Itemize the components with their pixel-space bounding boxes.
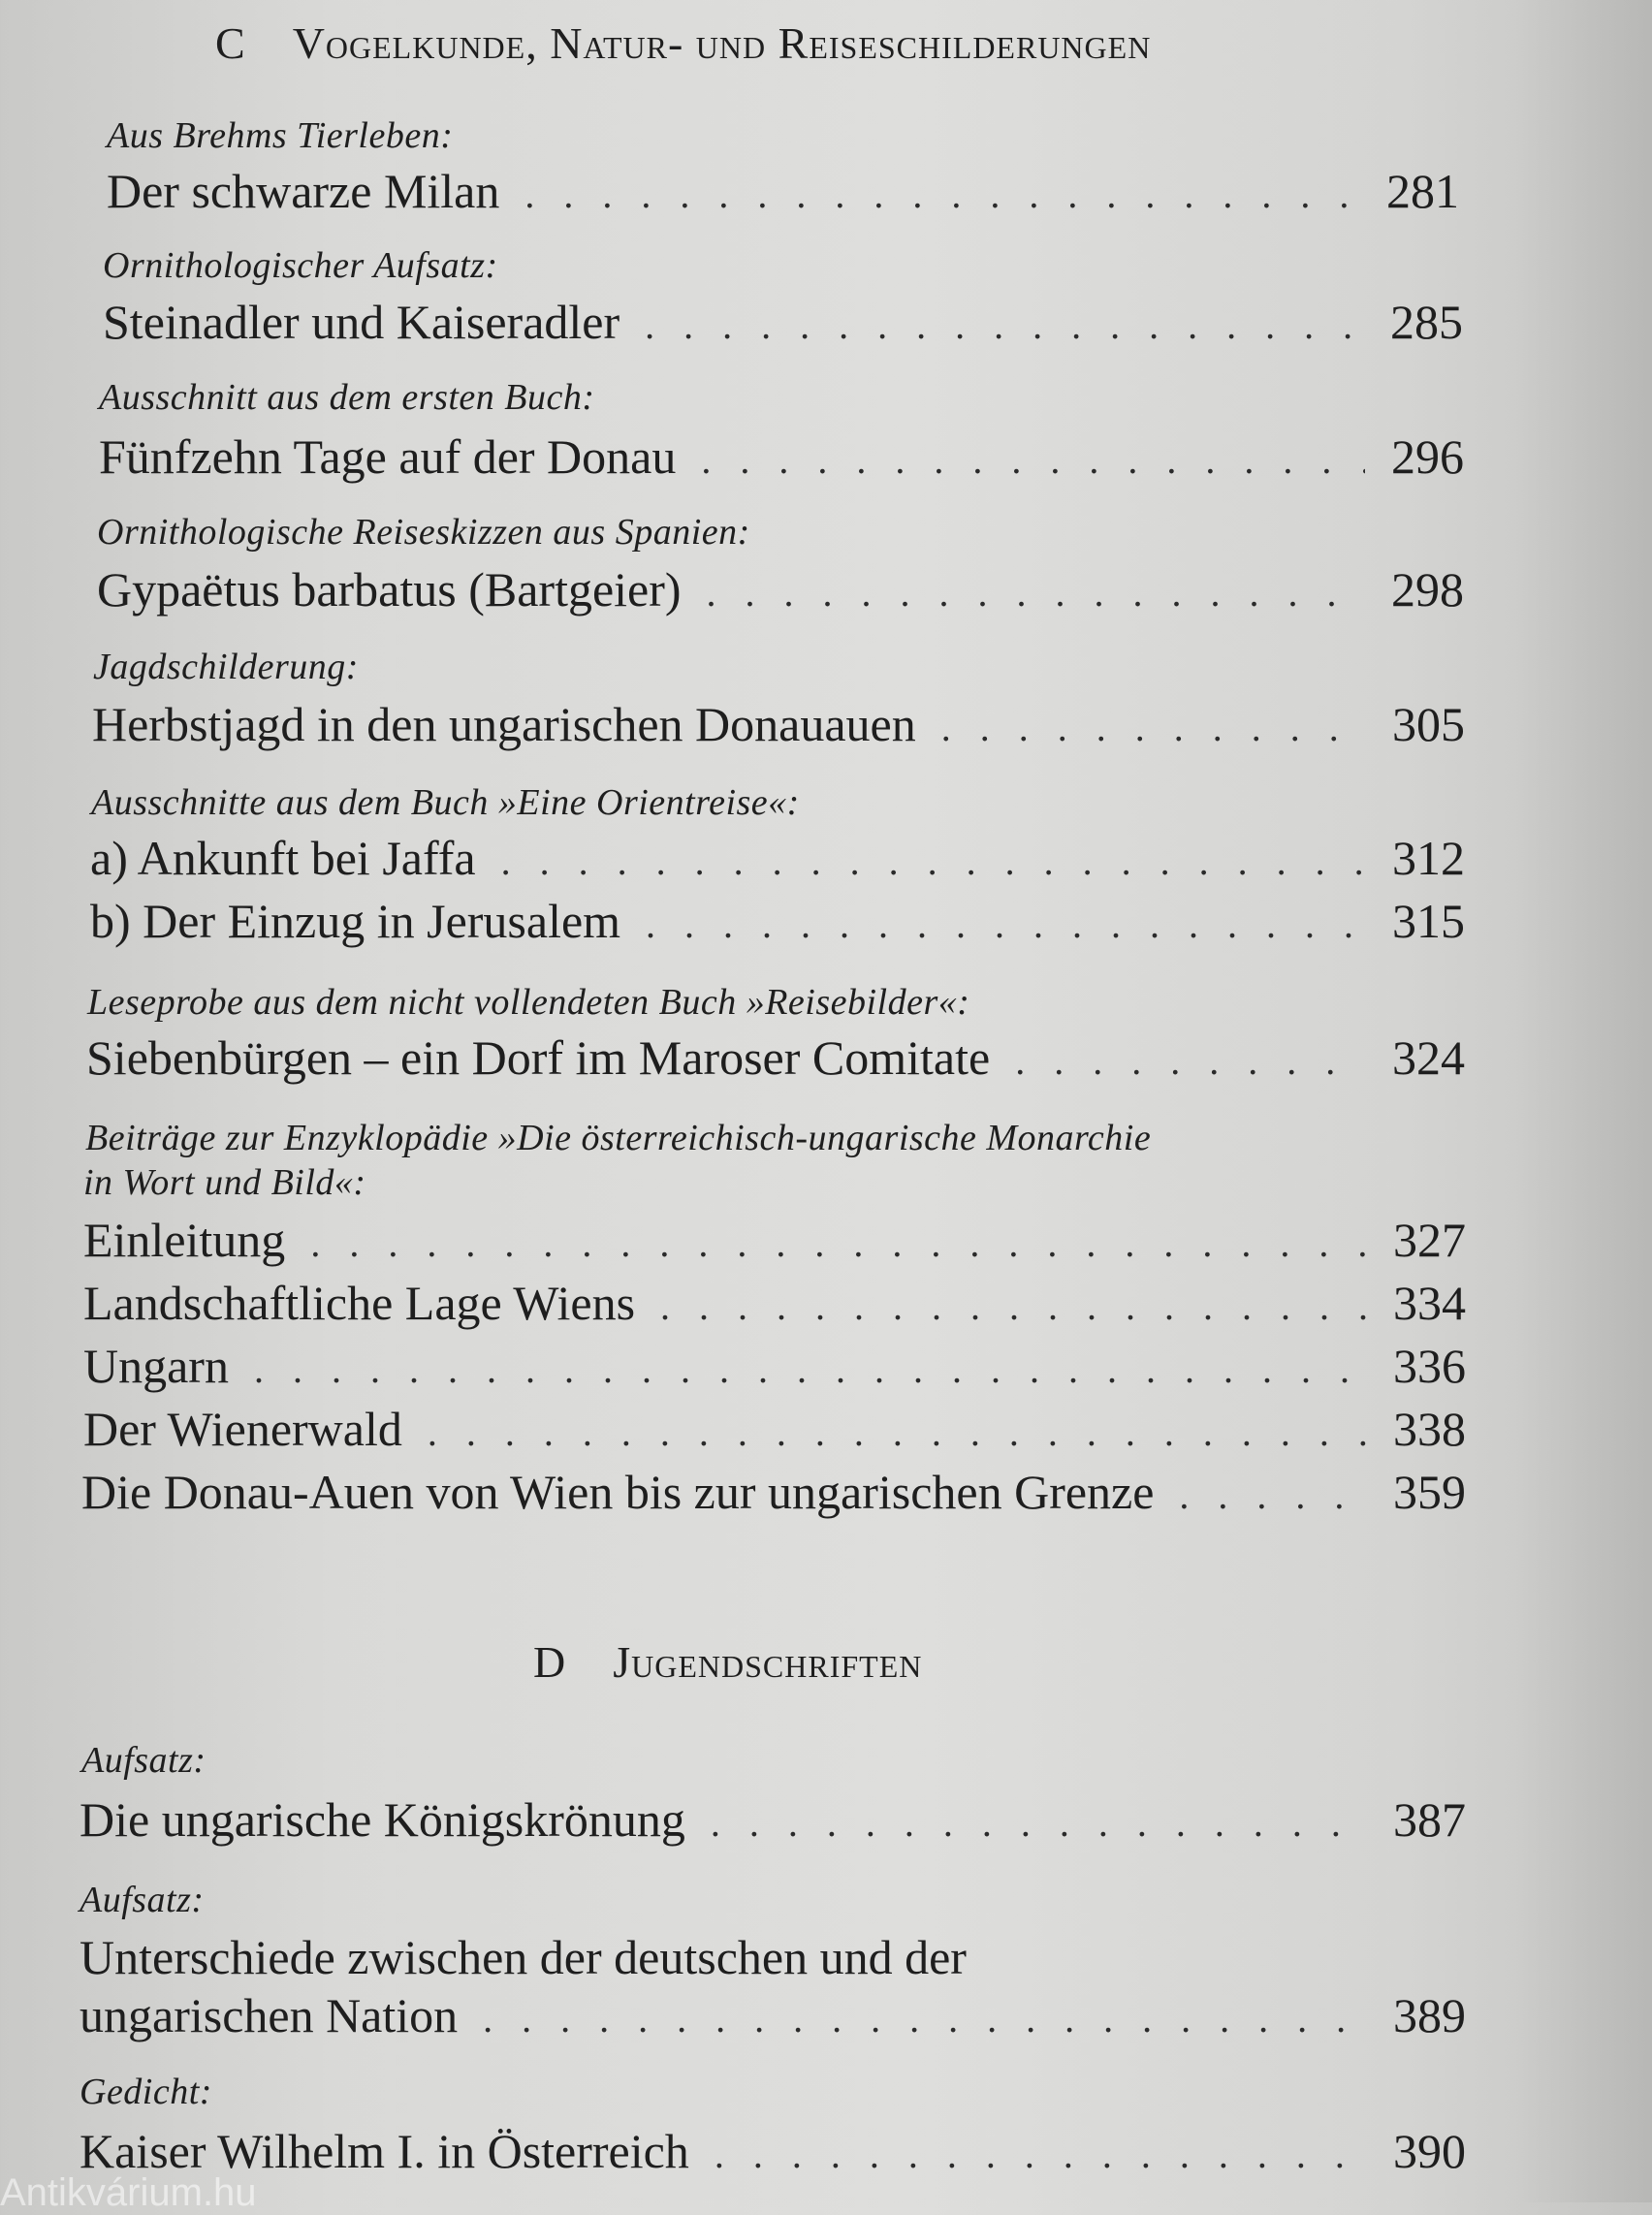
toc-entry[interactable] <box>86 1029 1465 1086</box>
page-number: 390 <box>1393 2124 1466 2178</box>
page-number: 327 <box>1393 1213 1466 1267</box>
section-title: Jugendschriften <box>613 1637 923 1687</box>
leader-dots <box>701 437 1365 483</box>
section-title: Vogelkunde, Natur- und Reiseschilderungen <box>292 18 1152 68</box>
watermark: Antikvárium.hu <box>0 2171 257 2214</box>
page-number: 359 <box>1393 1465 1466 1519</box>
leader-dots <box>1015 1038 1366 1084</box>
leader-dots <box>715 2132 1367 2177</box>
toc-entry[interactable] <box>83 1212 1466 1268</box>
leader-dots <box>310 1220 1367 1266</box>
entry-intro: Gedicht: <box>79 2072 212 2112</box>
entry-title-first-line: Unterschiede zwischen der deutschen und der <box>79 1930 967 1984</box>
entry-intro: Leseprobe aus dem nicht vollendeten Buch »Reisebilder«: <box>87 982 970 1023</box>
toc-entry[interactable] <box>92 696 1465 752</box>
entry-intro: Ornithologische Reiseskizzen aus Spanien: <box>97 512 750 553</box>
entry-intro: Aufsatz: <box>81 1740 206 1781</box>
section-heading-d <box>533 1636 922 1688</box>
page-number: 389 <box>1393 1988 1466 2042</box>
entry-title: Der schwarze Milan <box>107 164 500 218</box>
entry-title: b) Der Einzug in Jerusalem <box>90 894 621 948</box>
section-letter: C <box>215 18 246 68</box>
toc-entry[interactable] <box>90 893 1465 949</box>
page-number: 387 <box>1393 1792 1466 1847</box>
entry-title: Steinadler und Kaiseradler <box>103 295 620 349</box>
entry-title: Landschaftliche Lage Wiens <box>83 1276 636 1330</box>
toc-entry[interactable] <box>97 561 1464 617</box>
entry-intro: Ausschnitt aus dem ersten Buch: <box>99 377 595 418</box>
page-number: 305 <box>1392 697 1465 751</box>
entry-intro: Jagdschilderung: <box>93 647 359 687</box>
page-number: 336 <box>1393 1339 1466 1393</box>
entry-intro-continued: in Wort und Bild«: <box>83 1162 366 1203</box>
page-number: 296 <box>1391 429 1464 484</box>
leader-dots <box>254 1346 1367 1392</box>
toc-entry[interactable] <box>99 428 1464 485</box>
page-number: 298 <box>1391 562 1464 617</box>
section-letter: D <box>533 1637 567 1687</box>
entry-title: Ungarn <box>83 1339 229 1393</box>
leader-dots <box>524 172 1360 217</box>
page-number: 315 <box>1392 894 1465 948</box>
toc-entry[interactable] <box>81 1464 1466 1520</box>
entry-title: Einleitung <box>83 1213 286 1267</box>
section-heading-c <box>215 17 1151 69</box>
entry-title: ungarischen Nation <box>79 1988 459 2042</box>
entry-title: Die Donau-Auen von Wien bis zur ungarischen Grenze <box>81 1465 1155 1519</box>
toc-entry[interactable] <box>83 1401 1466 1457</box>
leader-dots <box>660 1283 1367 1329</box>
toc-entry[interactable] <box>79 2123 1466 2179</box>
leader-dots <box>483 1996 1367 2041</box>
page-number: 312 <box>1392 831 1465 885</box>
toc-entry[interactable] <box>103 294 1463 350</box>
entry-title: Kaiser Wilhelm I. in Österreich <box>79 2124 689 2178</box>
toc-entry[interactable] <box>107 163 1459 219</box>
leader-dots <box>941 705 1366 750</box>
leader-dots <box>1179 1472 1367 1518</box>
leader-dots <box>428 1409 1367 1455</box>
leader-dots <box>645 302 1364 348</box>
toc-entry[interactable] <box>79 1987 1466 2043</box>
entry-title: Fünfzehn Tage auf der Donau <box>99 429 677 484</box>
page-number: 285 <box>1390 295 1463 349</box>
toc-entry[interactable] <box>79 1791 1466 1848</box>
leader-dots <box>646 902 1366 947</box>
page-number: 334 <box>1393 1276 1466 1330</box>
entry-intro: Aus Brehms Tierleben: <box>107 115 454 156</box>
entry-title: Siebenbürgen – ein Dorf im Maroser Comitate <box>86 1030 991 1085</box>
leader-dots <box>501 839 1366 884</box>
leader-dots <box>711 1800 1367 1846</box>
toc-entry[interactable] <box>90 830 1465 886</box>
entry-title: Der Wienerwald <box>83 1402 402 1456</box>
page-number: 338 <box>1393 1402 1466 1456</box>
entry-intro: Ornithologischer Aufsatz: <box>103 245 498 286</box>
page-edge-shadow <box>1516 0 1652 2202</box>
entry-title: Die ungarische Königskrönung <box>79 1792 685 1847</box>
toc-entry[interactable] <box>83 1338 1466 1394</box>
leader-dots <box>707 570 1365 616</box>
entry-title: a) Ankunft bei Jaffa <box>90 831 476 885</box>
entry-intro: Ausschnitte aus dem Buch »Eine Orientreise«: <box>91 782 800 823</box>
page-number: 281 <box>1386 164 1459 218</box>
entry-intro: Beiträge zur Enzyklopädie »Die österreichisch-ungarische Monarchie <box>85 1118 1152 1158</box>
entry-intro: Aufsatz: <box>79 1880 205 1920</box>
entry-title: Gypaëtus barbatus (Bartgeier) <box>97 562 682 617</box>
entry-title: Herbstjagd in den ungarischen Donauauen <box>92 697 916 751</box>
page-number: 324 <box>1392 1030 1465 1085</box>
toc-entry[interactable] <box>83 1275 1466 1331</box>
